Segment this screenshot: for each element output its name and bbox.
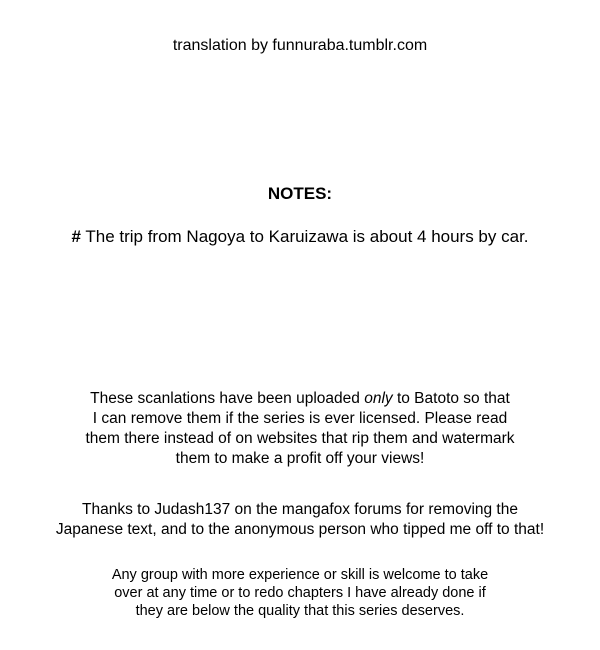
batoto-notice [0, 389, 600, 469]
notes-heading: NOTES: [267, 184, 333, 203]
batoto-notice-line-2: I can remove them if the series is ever licensed. Please read [92, 410, 508, 427]
translation-credit: translation by funnuraba.tumblr.com [172, 37, 428, 54]
batoto-notice-line-1-end: to Batoto so that [392, 390, 510, 407]
batoto-notice-line-3: them there instead of on websites that rip them and watermark [85, 430, 515, 447]
note-bullet: # [71, 227, 81, 246]
group-invitation [0, 566, 600, 620]
note-item [0, 226, 600, 248]
batoto-notice-line-1-start: These scanlations have been uploaded [90, 390, 365, 407]
note-text: The trip from Nagoya to Karuizawa is about 4 hours by car. [80, 227, 529, 246]
emphasis-only: only [364, 390, 393, 407]
group-invitation-line-1: Any group with more experience or skill is welcome to take [111, 567, 489, 583]
batoto-notice-line-1 [0, 389, 600, 409]
group-invitation-line-2: over at any time or to redo chapters I have already done if [114, 585, 486, 601]
batoto-notice-line-4: them to make a profit off your views! [175, 450, 425, 467]
group-invitation-line-3: they are below the quality that this series deserves. [135, 603, 465, 619]
thanks-notice-line-2: Japanese text, and to the anonymous person who tipped me off to that! [55, 521, 545, 538]
thanks-notice [0, 500, 600, 540]
thanks-notice-line-1: Thanks to Judash137 on the mangafox forums for removing the [82, 501, 518, 518]
